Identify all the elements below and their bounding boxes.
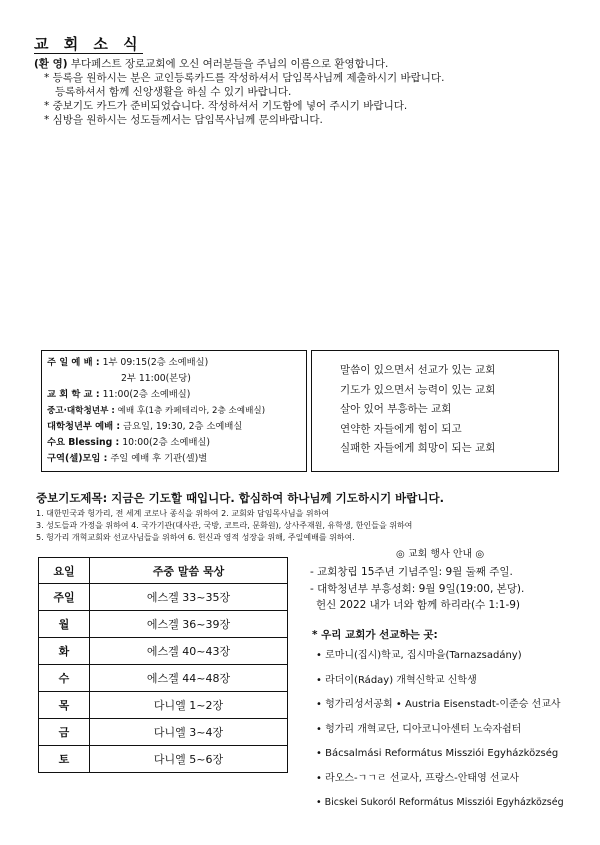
row-text: 다니엘 1~2장 <box>90 692 288 719</box>
row-text: 에스겔 36~39장 <box>90 611 288 638</box>
table-row <box>39 584 288 611</box>
service-row: 2부 11:00(본당) <box>121 373 191 384</box>
service-times-box <box>41 350 307 472</box>
service-row: 주 일 예 배 : 1부 09:15(2층 소예배실) <box>47 357 209 368</box>
motto-line: 연약한 자들에게 힘이 되고 <box>340 422 462 435</box>
prayer-heading <box>36 490 444 506</box>
page-title: 교 회 소 식 <box>34 35 143 53</box>
prayer-label: 중보기도제목: <box>36 491 108 505</box>
notice-line: * 등록을 원하시는 분은 교인등록카드를 작성하셔서 담임목사님께 제출하시기 바랍니다. <box>44 72 445 84</box>
header-day: 요일 <box>39 558 90 584</box>
notice-line: * 중보기도 카드가 준비되었습니다. 작성하셔서 기도함에 넣어 주시기 바랍니다. <box>44 100 408 112</box>
service-row: 교 회 학 교 : 11:00(2층 소예배실) <box>47 389 191 400</box>
event-item: - 교회창립 15주년 기념주일: 9월 둘째 주일. <box>310 566 513 578</box>
row-day: 주일 <box>39 584 90 611</box>
row-text: 에스겔 40~43장 <box>90 638 288 665</box>
motto-line: 살아 있어 부흥하는 교회 <box>340 403 452 415</box>
row-text: 다니엘 3~4장 <box>90 719 288 746</box>
mission-item: • 라오스-ㄱㄱㄹ 선교사, 프랑스-안태영 선교사 <box>316 772 519 784</box>
missions-heading: * 우리 교회가 선교하는 곳: <box>312 629 438 641</box>
service-row: 구역(셀)모임 : 주일 예배 후 기관(셀)별 <box>47 453 208 464</box>
notice-line: * 심방을 원하시는 성도들께서는 담임목사님께 문의바랍니다. <box>44 114 323 126</box>
motto-box <box>311 350 559 472</box>
row-text: 에스겔 33~35장 <box>90 584 288 611</box>
table-row <box>39 611 288 638</box>
service-row: 수요 Blessing : 10:00(2층 소예배실) <box>47 437 211 448</box>
prayer-item: 5. 헝가리 개혁교회와 선교사님들을 위하여 6. 헌신과 영적 성장을 위해, 주일예배를 위하여. <box>36 533 355 542</box>
table-header-row <box>39 558 288 584</box>
prayer-text: 지금은 기도할 때입니다. 합심하여 하나님께 기도하시기 바랍니다. <box>111 491 444 505</box>
welcome-label: (환 영) <box>34 58 68 70</box>
row-day: 금 <box>39 719 90 746</box>
table-row <box>39 692 288 719</box>
event-item: 헌신 2022 내가 너와 함께 하리라(수 1:1-9) <box>316 599 521 611</box>
event-item: - 대학청년부 부흥성회: 9월 9일(19:00, 본당). <box>310 583 525 595</box>
table-row <box>39 719 288 746</box>
welcome-text: 부다페스트 장로교회에 오신 여러분들을 주님의 이름으로 환영합니다. <box>70 58 389 70</box>
motto-line: 기도가 있으면서 능력이 있는 교회 <box>340 383 496 396</box>
row-day: 월 <box>39 611 90 638</box>
row-day: 화 <box>39 638 90 665</box>
weekly-reading-table <box>38 557 288 773</box>
table-row <box>39 665 288 692</box>
notice-line: 등록하셔서 함께 신앙생활을 하실 수 있기 바랍니다. <box>55 86 292 98</box>
prayer-item: 1. 대한민국과 헝가리, 전 세계 코로나 종식을 위하여 2. 교회와 담임목사님을 위하여 <box>36 509 330 518</box>
events-heading: ◎ 교회 행사 안내 ◎ <box>396 549 485 560</box>
service-row: 중고·대학청년부 : 예배 후(1층 카페테리아, 2층 소예배실) <box>47 406 266 416</box>
row-day: 목 <box>39 692 90 719</box>
mission-item: • 로마니(집시)학교, 집시마을(Tarnazsadány) <box>316 650 522 661</box>
missions-list <box>316 644 564 816</box>
mission-item: • Bácsalmási Református Missziói Egyházközség <box>316 748 559 759</box>
header-title: 주중 말씀 묵상 <box>90 558 288 584</box>
table-row <box>39 638 288 665</box>
prayer-item: 3. 성도들과 가정을 위하여 4. 국가기관(대사관, 국방, 코트라, 문화원), 상사주재원, 유학생, 한인들을 위하여 <box>36 521 413 530</box>
motto-line: 말씀이 있으면서 선교가 있는 교회 <box>340 364 496 376</box>
row-text: 다니엘 5~6장 <box>90 746 288 773</box>
service-row: 대학청년부 예배 : 금요일, 19:30, 2층 소예배실 <box>47 421 243 432</box>
motto-line: 실패한 자들에게 희망이 되는 교회 <box>340 442 496 454</box>
welcome-line <box>34 57 388 71</box>
row-day: 토 <box>39 746 90 773</box>
mission-item: • 헝가리 개혁교단, 디아코니아센터 노숙자쉼터 <box>316 723 522 735</box>
mission-item: • 라더이(Ráday) 개혁신학교 신학생 <box>316 674 477 686</box>
row-text: 에스겔 44~48장 <box>90 665 288 692</box>
mission-item: • 헝가리성서공회 • Austria Eisenstadt-이준승 선교사 <box>316 699 561 710</box>
row-day: 수 <box>39 665 90 692</box>
mission-item: • Bicskei Sukoról Református Missziói Egyházközség <box>316 797 564 808</box>
table-row <box>39 746 288 773</box>
